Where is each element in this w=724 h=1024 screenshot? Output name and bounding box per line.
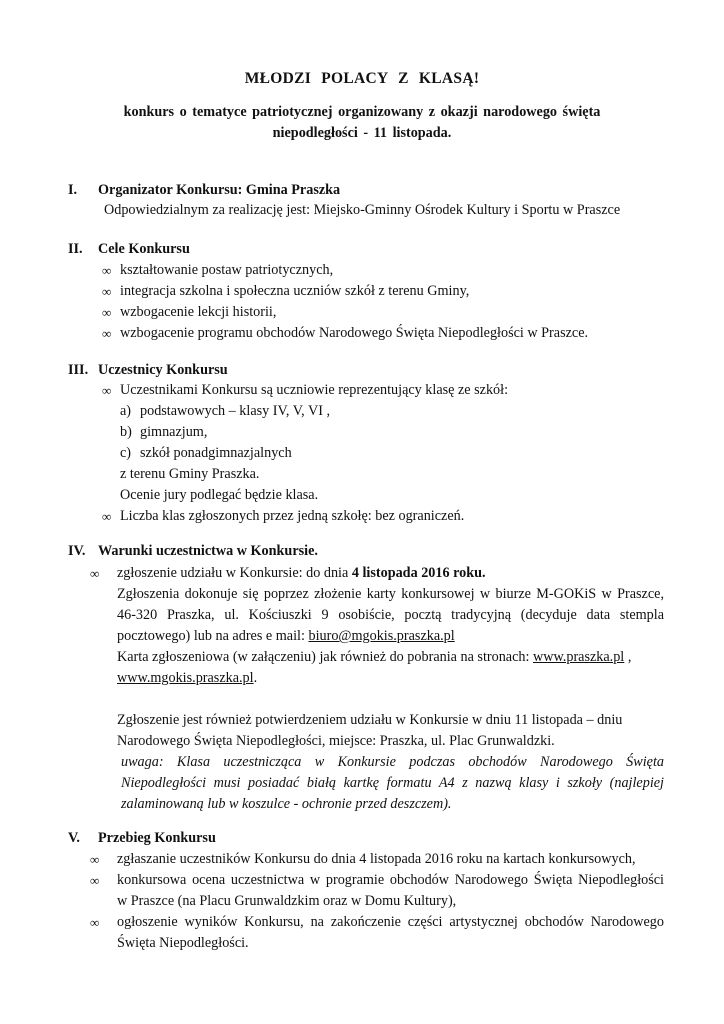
section-4-title: Warunki uczestnictwa w Konkursie. [98, 543, 318, 559]
registration-line-3 [117, 626, 455, 646]
email-link[interactable]: biuro@mgokis.praszka.pl [308, 628, 455, 644]
confirmation-line-1: Zgłoszenie jest również potwierdzeniem udziału w Konkursie w dniu 11 listopada – dniu [117, 712, 623, 728]
goal-item: wzbogacenie programu obchodów Narodowego Święta Niepodległości w Praszce. [120, 325, 589, 341]
deadline-prefix: zgłoszenie udziału w Konkursie: do dnia [117, 565, 352, 581]
area-line: z terenu Gminy Praszka. [120, 466, 260, 482]
sub-text: szkół ponadgimnazjalnych [140, 445, 292, 461]
sub-label: b) [120, 424, 132, 440]
bullet-icon: ∞ [90, 566, 100, 581]
procedure-item-3-line-2: Święta Niepodległości. [117, 935, 249, 951]
section-5-number: V. [68, 830, 80, 846]
bullet-icon: ∞ [102, 263, 112, 278]
section-2-number: II. [68, 241, 83, 257]
school-type-b [120, 422, 207, 442]
confirmation-line-2: Narodowego Święta Niepodległości, miejsce: Praszka, ul. Plac Grunwaldzki. [117, 733, 555, 749]
form-download-end: . [253, 670, 258, 686]
bullet-icon: ∞ [102, 284, 112, 299]
registration-line-1: Zgłoszenia dokonuje się poprzez złożenie karty konkursowej w biurze M-GOKiS w Praszce, [117, 586, 664, 602]
section-2-heading [68, 239, 190, 259]
procedure-item-3-line-1: ogłoszenie wyników Konkursu, na zakończenie części artystycznej obchodów Narodowego [117, 914, 664, 930]
procedure-item-2-line-1: konkursowa ocena uczestnictwa w programie obchodów Narodowego Święta Niepodległości [117, 872, 664, 888]
goal-item: integracja szkolna i społeczna uczniów szkół z terenu Gminy, [120, 283, 470, 299]
deadline-date: 4 listopada 2016 roku. [351, 565, 486, 581]
document-subtitle [100, 102, 624, 144]
section-4-number: IV. [68, 543, 86, 559]
section-3-title: Uczestnicy Konkursu [98, 362, 228, 378]
form-download-suffix: , [624, 649, 632, 665]
praszka-link[interactable]: www.praszka.pl [532, 649, 625, 665]
school-type-c [120, 443, 292, 463]
sub-label: c) [120, 445, 132, 461]
subtitle-line-1: konkurs o tematyce patriotycznej organizowany z okazji narodowego święta [123, 104, 601, 120]
sub-text: podstawowych – klasy IV, V, VI , [140, 403, 331, 419]
section-1-number: I. [68, 182, 78, 198]
bullet-icon: ∞ [90, 852, 100, 867]
form-download-line [117, 647, 631, 667]
registration-line-2: 46-320 Praszka, ul. Kościuszki 9 osobiście, pocztą tradycyjną (decyduje data stempla [117, 607, 664, 623]
email-prefix: pocztowego) lub na adres e mail: [117, 628, 309, 644]
jury-line: Ocenie jury podlegać będzie klasa. [120, 487, 319, 503]
section-1-title: Organizator Konkursu: Gmina Praszka [98, 182, 341, 198]
bullet-icon: ∞ [90, 915, 100, 930]
goal-item: wzbogacenie lekcji historii, [120, 304, 277, 320]
section-1-heading [68, 180, 340, 200]
bullet-icon: ∞ [90, 873, 100, 888]
deadline-item [117, 563, 486, 583]
procedure-item-2-line-2: w Praszce (na Placu Grunwaldzkim oraz w Domu Kultury), [117, 893, 457, 909]
section-3-heading [68, 360, 228, 380]
form-download-line-2 [117, 668, 257, 688]
goal-item: kształtowanie postaw patriotycznych, [120, 262, 334, 278]
sub-label: a) [120, 403, 132, 419]
bullet-icon: ∞ [102, 305, 112, 320]
bullet-icon: ∞ [102, 509, 112, 524]
bullet-icon: ∞ [102, 326, 112, 341]
form-download-prefix: Karta zgłoszeniowa (w załączeniu) jak również do pobrania na stronach: [117, 649, 533, 665]
section-5-heading [68, 828, 216, 848]
note-line-2: Niepodległości musi posiadać białą kartkę formatu A4 z nazwą klasy i szkoły (najlepiej [121, 775, 664, 791]
mgokis-link[interactable]: www.mgokis.praszka.pl [117, 670, 254, 686]
section-3-number: III. [68, 362, 89, 378]
procedure-item-1: zgłaszanie uczestników Konkursu do dnia 4 listopada 2016 roku na kartach konkursowych, [117, 851, 636, 867]
document-title: MŁODZI POLACY Z KLASĄ! [244, 70, 480, 87]
bullet-icon: ∞ [102, 383, 112, 398]
subtitle-line-2: niepodległości - 11 listopada. [272, 125, 452, 141]
class-limit-item: Liczba klas zgłoszonych przez jedną szkołę: bez ograniczeń. [120, 508, 465, 524]
section-2-title: Cele Konkursu [98, 241, 190, 257]
sub-text: gimnazjum, [140, 424, 208, 440]
note-line-1: uwaga: Klasa uczestnicząca w Konkursie podczas obchodów Narodowego Święta [121, 754, 664, 770]
participants-item: Uczestnikami Konkursu są uczniowie reprezentujący klasę ze szkół: [120, 382, 509, 398]
section-5-title: Przebieg Konkursu [98, 830, 216, 846]
section-4-heading [68, 541, 318, 561]
section-1-text: Odpowiedzialnym za realizację jest: Miejsko-Gminny Ośrodek Kultury i Sportu w Praszce [104, 202, 621, 218]
note-line-3: zalaminowaną lub w koszulce - ochronie przed deszczem). [121, 796, 452, 812]
school-type-a [120, 401, 330, 421]
